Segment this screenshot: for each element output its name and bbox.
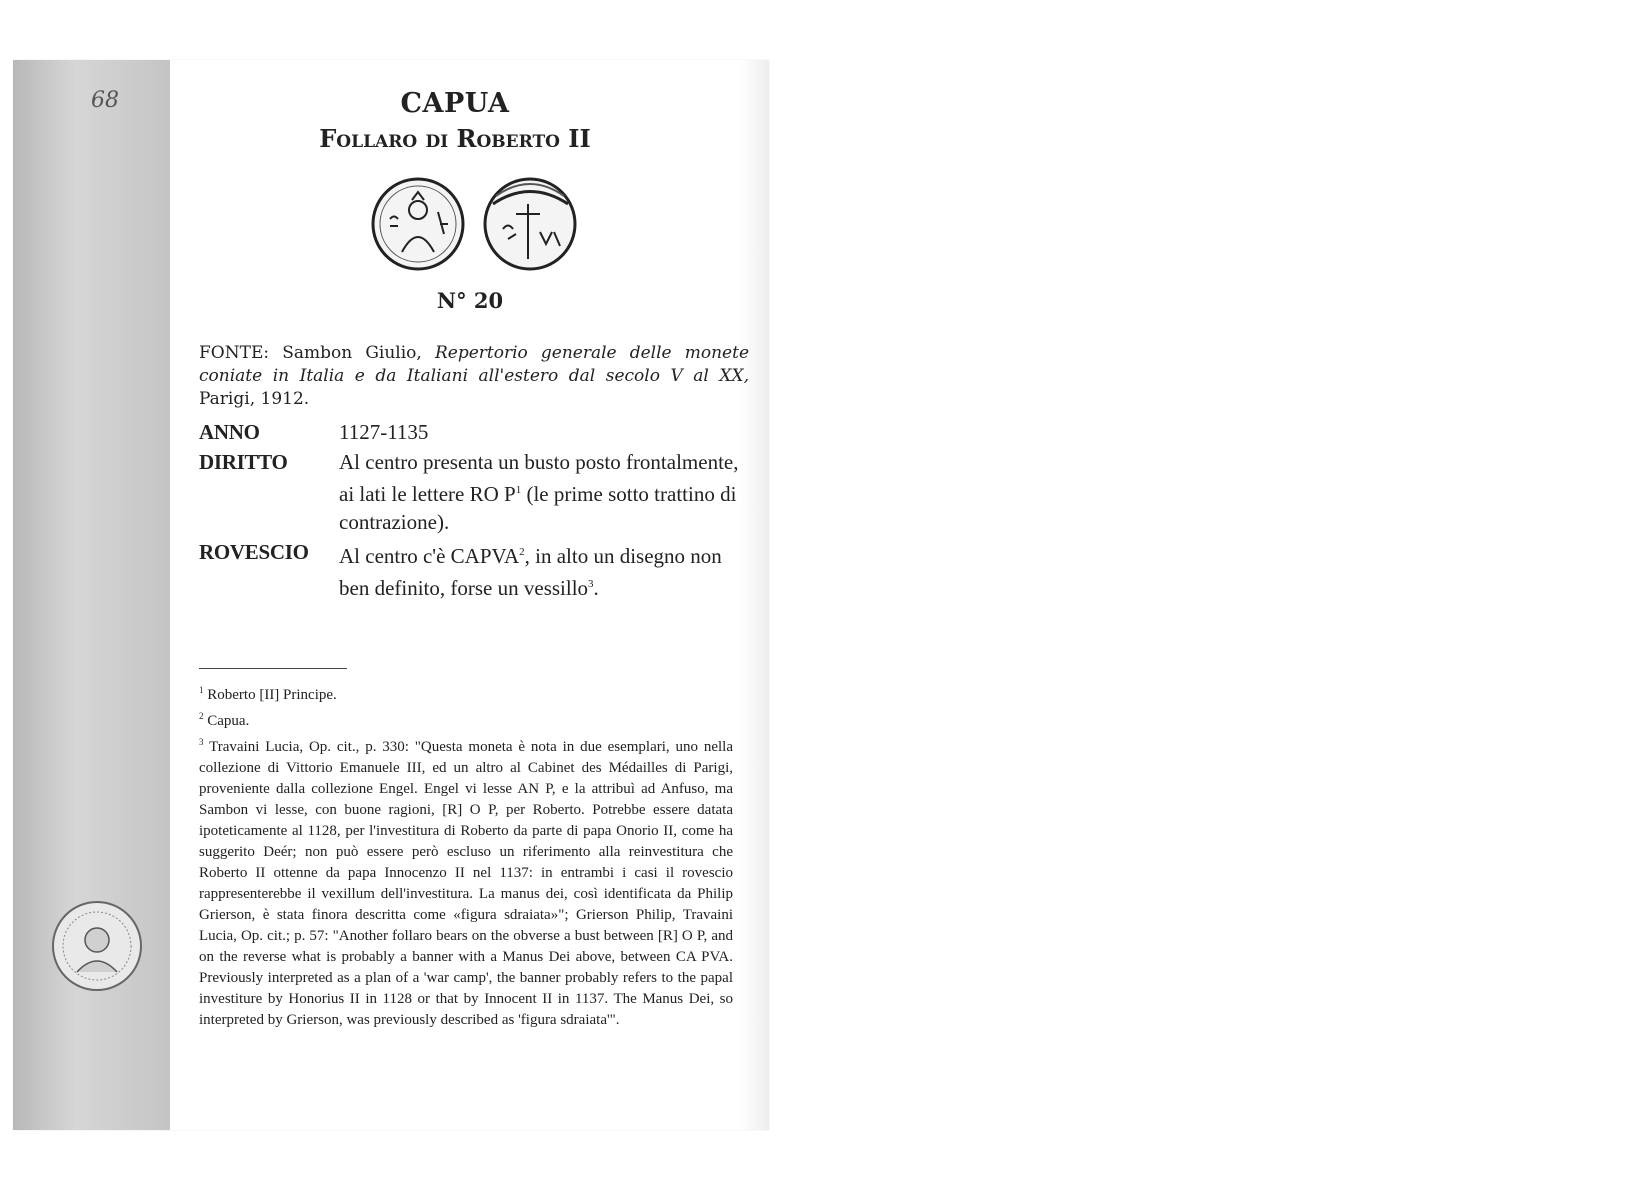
footnotes: [199, 680, 733, 1031]
entry-label: DIRITTO: [199, 450, 288, 474]
entry-value: 1127-1135: [339, 420, 429, 444]
page-title: CAPUA: [400, 88, 510, 119]
entry-rovescio: [199, 538, 749, 602]
source-label: FONTE:: [199, 343, 270, 363]
entry-value: Al centro presenta un busto posto frontalmente, ai lati le lettere RO $P^1$ (le prime sotto trattino di contrazione).: [339, 450, 739, 534]
entry-label: ANNO: [199, 420, 260, 444]
entry-value: Al centro c'è CAPVA$^2$, in alto un disegno non ben definito, forse un vessillo$^3$.: [339, 544, 722, 600]
footnote-divider: [199, 668, 347, 669]
coin-obverse-icon: [373, 179, 463, 269]
coin-reverse-icon: [485, 179, 575, 269]
page-number: 68: [91, 88, 119, 113]
page-subtitle: Follaro di Roberto II: [319, 124, 591, 153]
footnote-ref: 1: [515, 484, 522, 496]
book-page: [13, 60, 769, 1130]
coin-description: [199, 418, 749, 604]
footnote-ref: 3: [588, 578, 594, 590]
footnote-3: $^3$ Travaini Lucia, Op. cit., p. 330: "Questa moneta è nota in due esemplari, uno nella collezione di Vittorio Emanuele III, ed un altro al Cabinet des Médailles di Parigi, proveniente dalla collezione Engel. Engel vi lesse AN P, e la attribuì ad Anfuso, ma Sambon vi lesse, con buone ragioni, [R] O P, per Roberto. Potrebbe essere datata ipoteticamente al 1128, per l'investitura di Roberto da parte di papa Onorio II, come ha suggerito Deér; non può essere però escluso un riferimento alla reinvestitura che Roberto II ottenne da papa Innocenzo II nel 1137: in entrambi i casi il rovescio rappresenterebbe il vexillum dell'investitura. La manus dei, così identificata da Philip Grierson, è stata finora descritta come «figura sdraiata»"; Grierson Philip, Travaini Lucia, Op. cit.; p. 57: "Another follaro bears on the obverse a bust between [R] O P, and on the reverse what is probably a banner with a Manus Dei above, between CA PVA. Previously interpreted as a plan of a 'war camp', the banner probably refers to the papal investiture by Honorius II in 1128 or that by Innocent II in 1137. The Manus Dei, so interpreted by Grierson, was previously described as 'figura sdraiata'".: [199, 737, 733, 1028]
source-place-year: Parigi, 1912.: [199, 389, 310, 409]
medallion-stamp-icon: [51, 900, 143, 992]
coin-images: [368, 174, 648, 274]
catalog-number: N° 20: [436, 288, 504, 313]
entry-label: ROVESCIO: [199, 540, 309, 564]
footnote-2: $^2$ Capua.: [199, 711, 250, 729]
footnote-ref: 2: [519, 546, 525, 558]
footnote-1: $^1$ Roberto [II] Principe.: [199, 685, 337, 703]
entry-anno: [199, 418, 749, 446]
source-citation: [199, 342, 749, 411]
entry-diritto: [199, 448, 749, 536]
source-work: Repertorio generale delle monete coniate in Italia e da Italiani all'estero dal secolo V al XX,: [199, 343, 750, 386]
source-author: Sambon Giulio,: [282, 343, 422, 363]
